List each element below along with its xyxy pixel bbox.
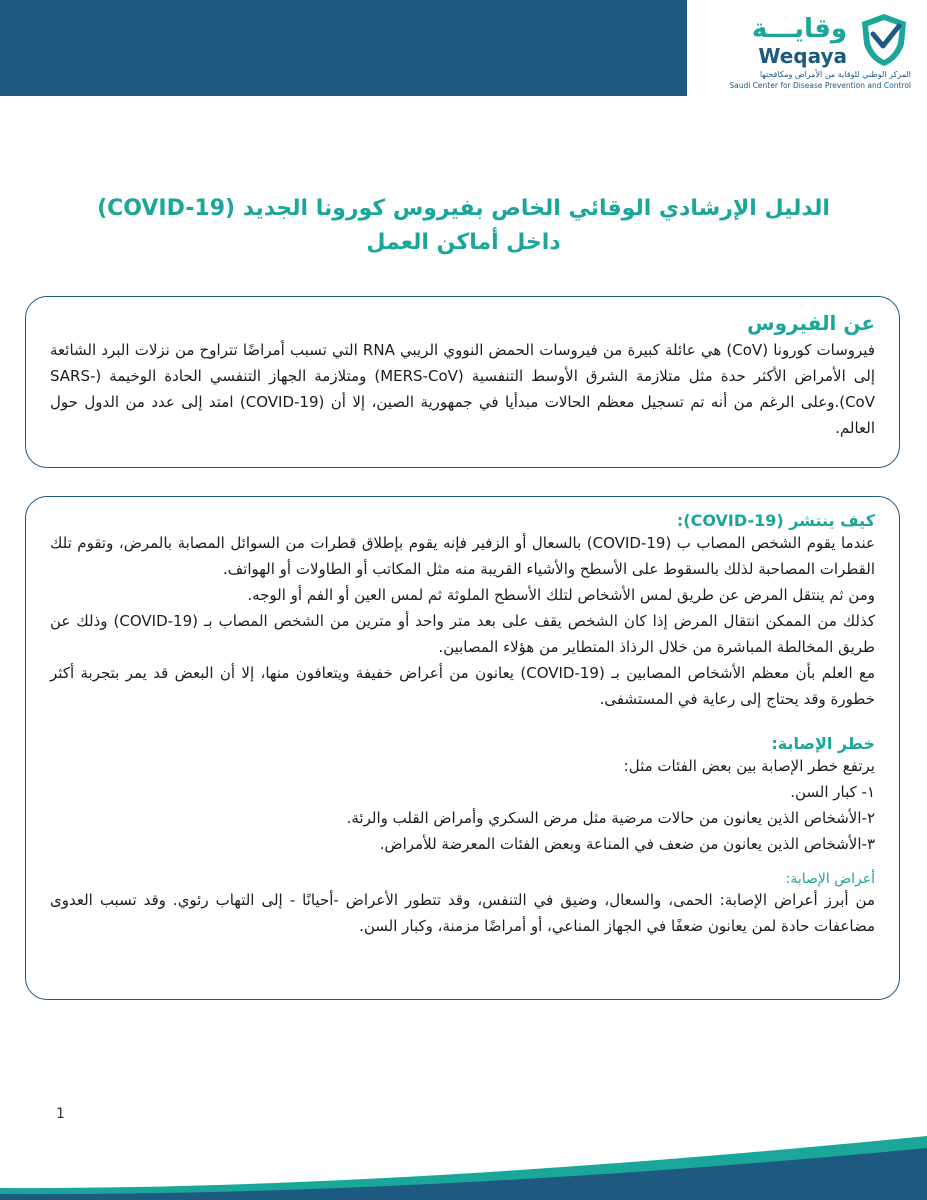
page-title: الدليل الإرشادي الوقائي الخاص بفيروس كورونا الجديد (COVID-19): [97, 196, 830, 221]
risk-item: ١- كبار السن.: [790, 783, 875, 801]
about-text: فيروسات كورونا (CoV) هي عائلة كبيرة من فيروسات الحمض النووي الريبي RNA التي تسبب أمراضًا تتراوح من نزلات البرد الشائعة إلى الأمراض الأكثر حدة مثل متلازمة الشرق الأوسط التنفسية (MERS-CoV) ومتلازمة الجهاز التنفسي الحادة الوخيمة (SARS-CoV).وعلى الرغم من أنه تم تسجيل معظم الحالات مبدأيا في جمهورية الصين، إلا أن (COVID-19) امتد إلى عدد من الدول حول العالم.: [50, 341, 876, 437]
about-heading: عن الفيروس: [746, 311, 875, 335]
spread-paragraph-4: مع العلم بأن معظم الأشخاص المصابين بـ (COVID-19) يعانون من أعراض خفيفة ويتعافون منها، إلا أن البعض قد يمر بتجربة أكثر خطورة وقد يحتاج إلى رعاية في المستشفى.: [50, 664, 876, 708]
risk-intro: يرتفع خطر الإصابة بين بعض الفئات مثل:: [623, 757, 875, 775]
page-subtitle: داخل أماكن العمل: [366, 230, 561, 255]
logo-arabic-name: وقايـــة: [751, 14, 847, 44]
spread-paragraph-1: عندما يقوم الشخص المصاب ب (COVID-19) بالسعال أو الزفير فإنه يقوم بإطلاق قطرات من السوائل المصابة بالمرض، وتقوم تلك القطرات المصاحبة لذلك بالسقوط على الأسطح والأشياء القريبة منه مثل المكاتب أو الطاولات أو الهواتف.: [50, 534, 876, 578]
spread-paragraph-2: ومن ثم ينتقل المرض عن طريق لمس الأشخاص لتلك الأسطح الملوثة ثم لمس العين أو الفم أو الوجه.: [247, 586, 875, 604]
about-virus-box: [25, 296, 900, 468]
logo: [687, 0, 927, 96]
logo-english-name: Weqaya: [758, 44, 847, 68]
risk-item: ٢-الأشخاص الذين يعانون من حالات مرضية مثل مرض السكري وأمراض القلب والرئة.: [346, 809, 875, 827]
symptoms-text: من أبرز أعراض الإصابة: الحمى، والسعال، وضيق في التنفس، وقد تتطور الأعراض -أحيانًا - إلى التهاب رئوي. وقد تسبب العدوى مضاعفات حادة لمن يعانون ضعفًا في الجهاز المناعي، أو أمراضًا مزمنة، وكبار السن.: [50, 891, 875, 935]
risk-item: ٣-الأشخاص الذين يعانون من ضعف في المناعة وبعض الفئات المعرضة للأمراض.: [379, 835, 875, 853]
shield-icon: [859, 12, 909, 68]
logo-subtitle-arabic: المركز الوطني للوقاية من الأمراض ومكافحتها: [759, 70, 911, 79]
spread-heading: كيف ينتشر (COVID-19):: [676, 511, 875, 530]
footer-wave: [0, 1130, 927, 1200]
spread-paragraph-3: كذلك من الممكن انتقال المرض إذا كان الشخص يقف على بعد متر واحد أو مترين من الشخص المصاب بـ (COVID-19) وذلك عن طريق المخالطة المباشرة من خلال الرذاذ المتطاير من هؤلاء المصابين.: [50, 612, 875, 656]
spread-box: [25, 496, 900, 1000]
risk-heading: خطر الإصابة:: [771, 734, 875, 753]
logo-subtitle-english: Saudi Center for Disease Prevention and Control: [729, 81, 911, 90]
symptoms-heading: أعراض الإصابة:: [785, 871, 875, 887]
page-number: 1: [56, 1106, 65, 1122]
